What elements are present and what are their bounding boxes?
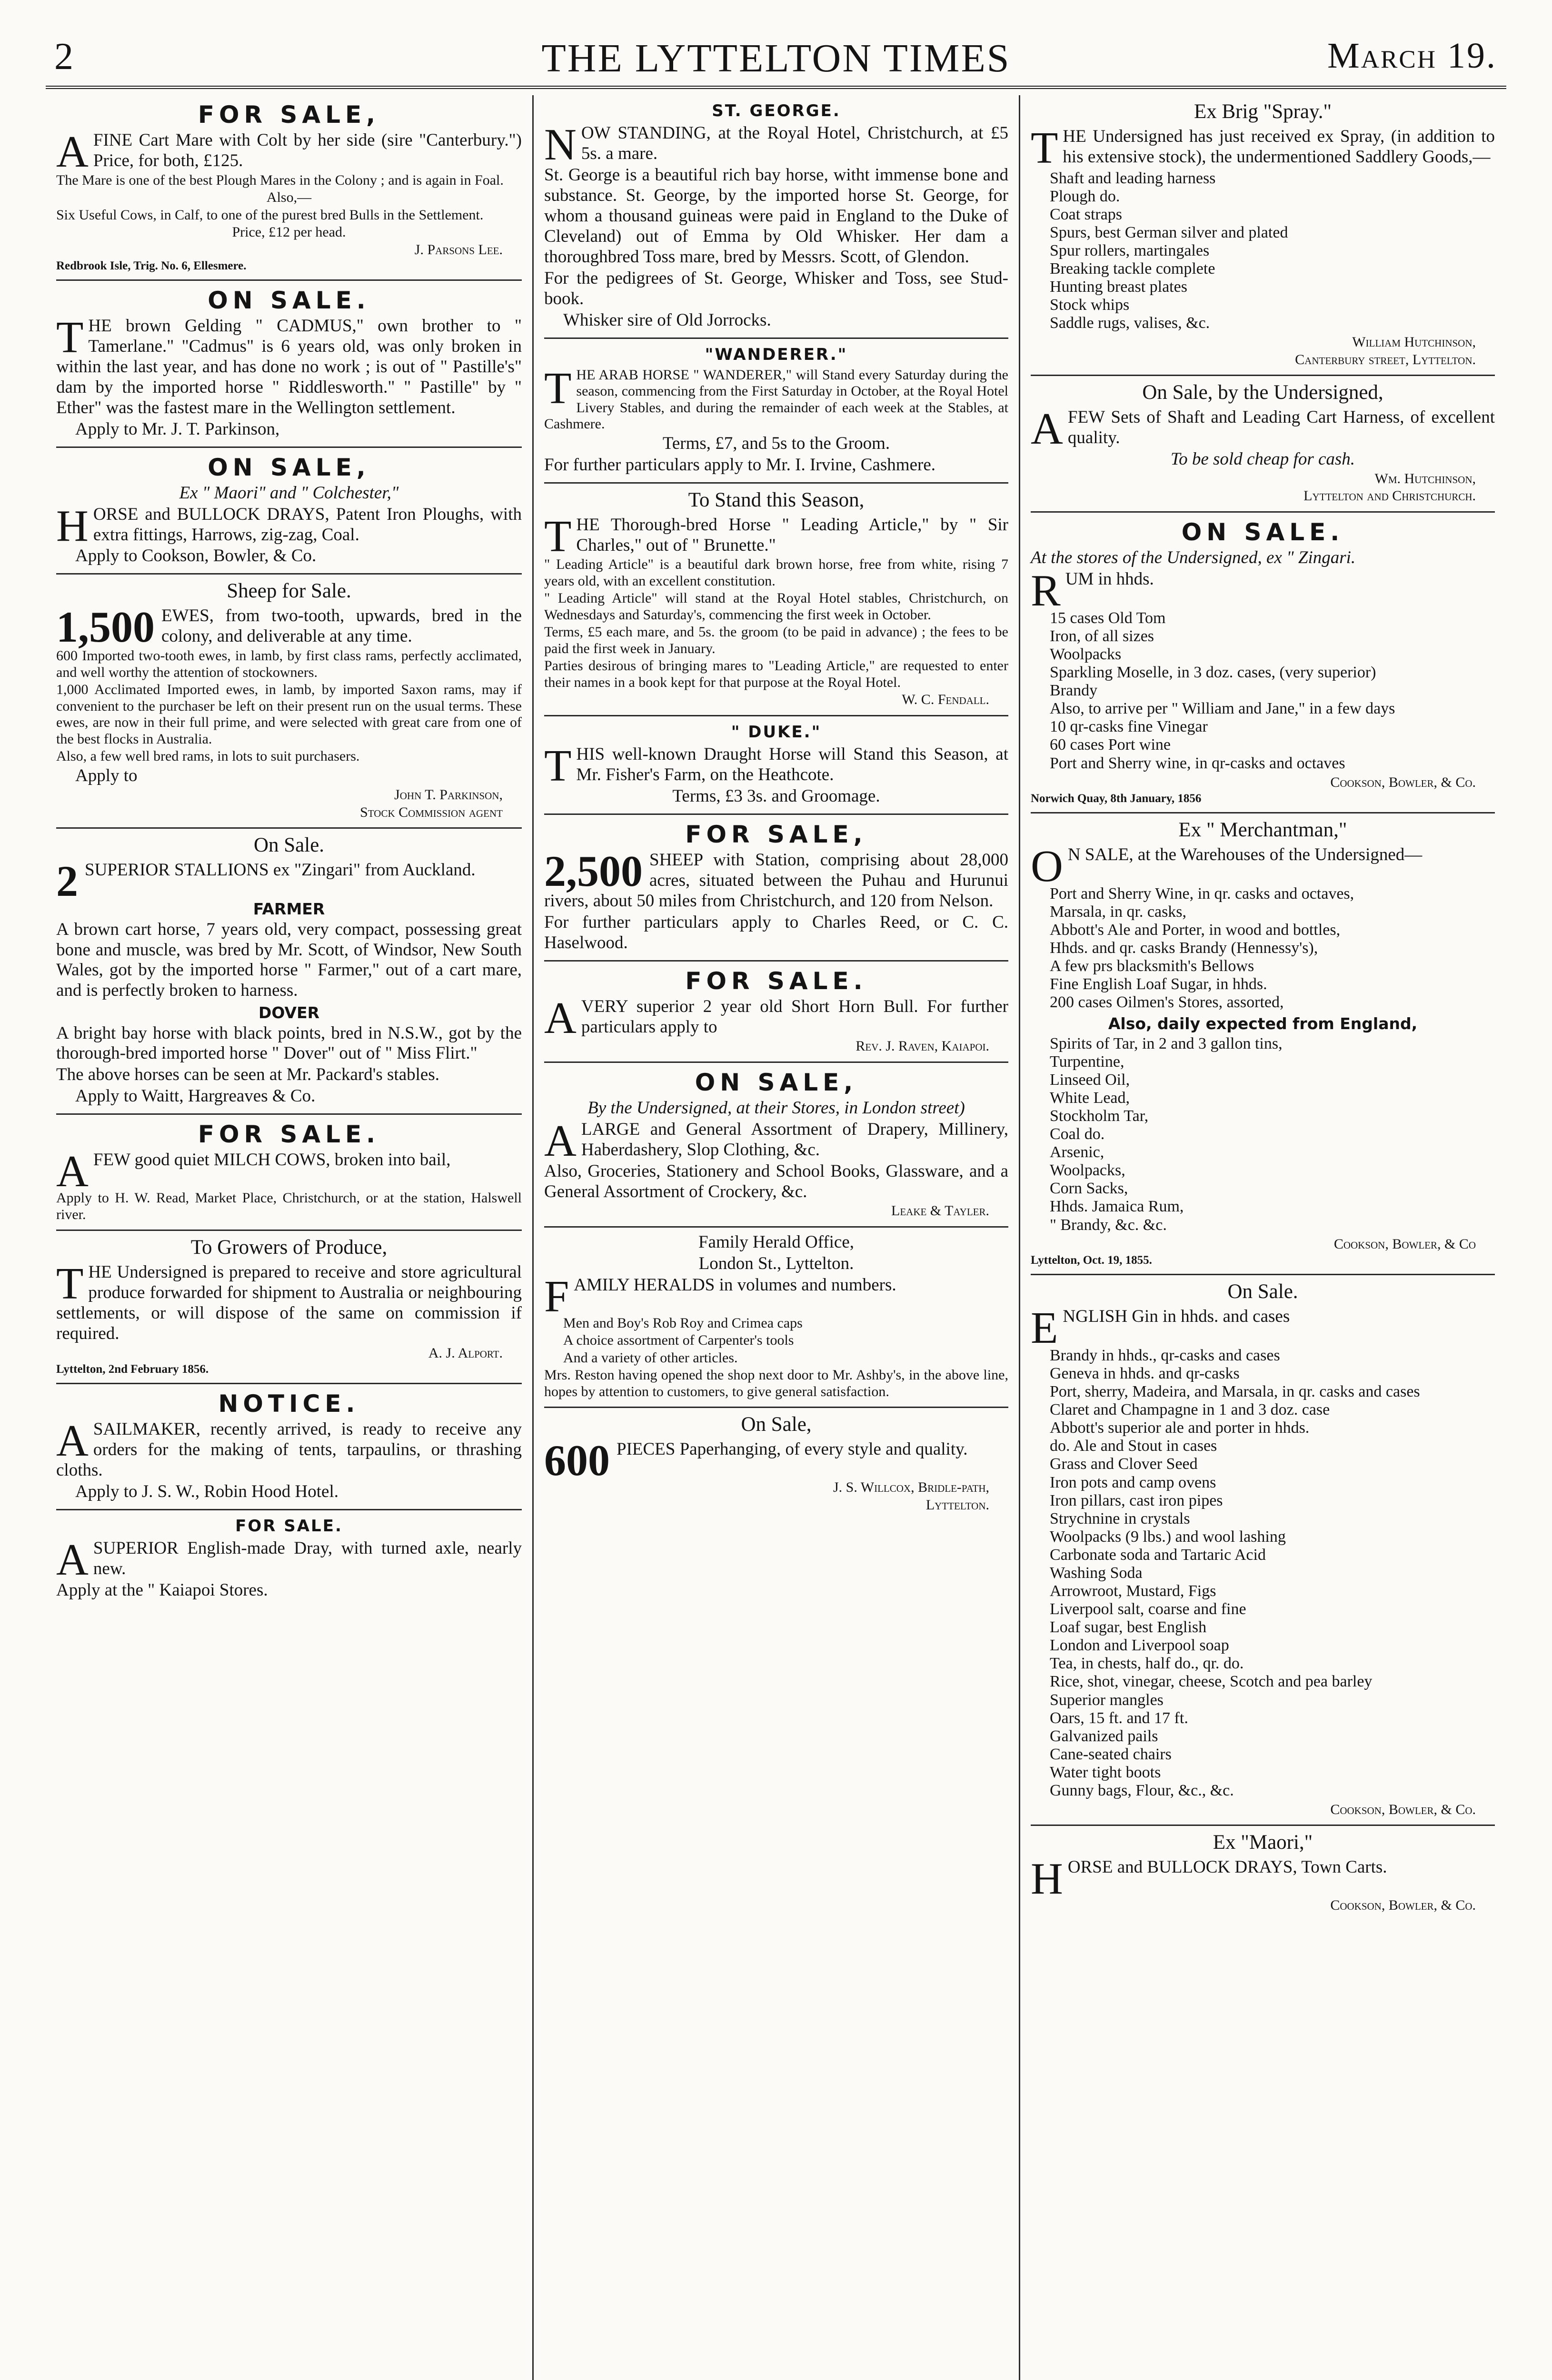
goods-list-item: 200 cases Oilmen's Stores, assorted, (1050, 993, 1284, 1012)
goods-list-item: Iron pillars, cast iron pipes (1050, 1491, 1223, 1509)
ad-paragraph: St. George is a beautiful rich bay horse, witht immense bone and substance. St. George, by the imported horse St. George, for whom a thousand guineas were paid in England to the Duke of Cleveland) out of Emma by Old Whisker. Her dam a thoroughbred Toss mare, bred by Messrs. Scott, of Glendon. (544, 165, 1008, 267)
ad-subhead: At the stores of the Undersigned, ex " Zingari. (1031, 547, 1356, 567)
ad-apply: Apply to Waitt, Hargreaves & Co. (75, 1086, 316, 1106)
ad-lead: HE Undersigned is prepared to receive and store agricultural produce forwarded for shipment to Australia or neighbouring settlements, or will dispose of the same on commission if required. (56, 1262, 522, 1343)
ad-lead: EWES, from two-tooth, upwards, bred in the colony, and deliverable at any time. (161, 606, 522, 646)
goods-list-item: Iron, of all sizes (1050, 627, 1154, 645)
ad-subheading: Also, daily expected from England, (1108, 1014, 1418, 1033)
ad-signature: Cookson, Bowler, & Co. (1330, 774, 1476, 790)
ad-terms: Terms, £7, and 5s to the Groom. (662, 433, 890, 453)
ad-price: Price, £12 per head. (232, 224, 346, 240)
goods-list-item: Washing Soda (1050, 1564, 1143, 1582)
goods-list-item: Fine English Loaf Sugar, in hhds. (1050, 975, 1267, 993)
goods-list-item: Hhds. Jamaica Rum, (1050, 1198, 1184, 1216)
ad-lead: NGLISH Gin in hhds. and cases (1063, 1307, 1290, 1327)
goods-list-item: Woolpacks (9 lbs.) and wool lashing (1050, 1527, 1286, 1546)
ad-sailmaker-notice (56, 1384, 522, 1510)
ad-lead: HE ARAB HORSE " WANDERER," will Stand every Saturday during the season, commencing from the First Saturday in October, at the Royal Hotel Livery Stables, and during the remainder of each week at the Stables, at Cashmere. (544, 367, 1008, 432)
goods-list-item: Hunting breast plates (1050, 278, 1187, 296)
goods-list-item: Sparkling Moselle, in 3 doz. cases, (very superior) (1050, 664, 1376, 682)
ad-milch-cows (56, 1115, 522, 1231)
ad-english-gin (1031, 1275, 1495, 1826)
masthead (46, 29, 1506, 89)
ad-lead: OW STANDING, at the Royal Hotel, Christchurch, at £5 5s. a mare. (581, 123, 1008, 164)
ad-heading: To Growers of Produce, (190, 1236, 388, 1259)
ad-signature: Leake & Tayler. (891, 1203, 989, 1219)
ad-apply: Apply to Mr. J. T. Parkinson, (75, 419, 280, 439)
ad-paragraph: For the pedigrees of St. George, Whisker and Toss, see Stud-book. (544, 268, 1008, 308)
ad-apply: Apply to J. S. W., Robin Hood Hotel. (75, 1481, 338, 1501)
drop-cap: A (56, 1147, 89, 1197)
ad-office-line: London St., Lyttelton. (698, 1253, 854, 1273)
drop-cap: A (56, 1416, 89, 1466)
ad-lead: UM in hhds. (1065, 569, 1154, 589)
ad-drapery (544, 1063, 1008, 1228)
ad-family-herald (544, 1228, 1008, 1408)
ad-signature: Stock Commission agent (360, 804, 503, 820)
ad-subhead: By the Undersigned, at their Stores, in London street) (587, 1098, 965, 1118)
ad-lead: SUPERIOR STALLIONS ex "Zingari" from Auckland. (85, 860, 476, 880)
goods-list (1050, 609, 1495, 773)
ad-paragraph: Mrs. Reston having opened the shop next door to Mr. Ashby's, in the above line, hopes by attention to customers, to give general satisfaction. (544, 1367, 1008, 1399)
ad-dray (56, 1510, 522, 1607)
ad-signature: J. Parsons Lee. (414, 241, 503, 258)
goods-list-item: White Lead, (1050, 1089, 1130, 1107)
ad-lead: N SALE, at the Warehouses of the Undersigned— (1067, 844, 1423, 864)
ad-subhead: Ex " Maori" and " Colchester," (179, 483, 399, 503)
column-2 (532, 95, 1019, 2380)
issue-date: March 19. (1327, 36, 1497, 76)
ad-lead: PIECES Paperhanging, of every style and quality. (617, 1439, 968, 1459)
ad-line: And a variety of other articles. (563, 1349, 738, 1366)
page-number: 2 (54, 36, 73, 78)
goods-list-item: London and Liverpool soap (1050, 1636, 1229, 1655)
drop-cap: O (1031, 841, 1063, 891)
ad-paragraph: " Leading Article" will stand at the Royal Hotel stables, Christchurch, on Wednesdays and Saturday's, commencing the first week in October. (544, 590, 1008, 623)
ad-heading: ON SALE. (1181, 518, 1344, 546)
ad-also: Also,— (266, 189, 312, 206)
big-number: 1,500 (56, 603, 155, 652)
ad-paragraph: Parties desirous of bringing mares to "Leading Article," are requested to enter their names in a book kept for that purpose at the Royal Hotel. (544, 658, 1008, 690)
newspaper-title: THE LYTTELTON TIMES (541, 36, 1011, 80)
ad-merchantman (1031, 813, 1495, 1275)
goods-list (1050, 1035, 1495, 1234)
drop-cap: N (544, 120, 577, 170)
goods-list-item: do. Ale and Stout in cases (1050, 1437, 1217, 1455)
big-number: 2 (56, 857, 78, 906)
ad-heading: FOR SALE. (685, 967, 867, 995)
goods-list-item: Woolpacks, (1050, 1161, 1125, 1180)
goods-list-item: Rice, shot, vinegar, cheese, Scotch and pea barley (1050, 1673, 1373, 1691)
drop-cap: A (56, 1535, 89, 1585)
goods-list-item: Marsala, in qr. casks, (1050, 903, 1187, 921)
goods-list-item: Galvanized pails (1050, 1727, 1158, 1745)
goods-list-item: Liverpool salt, coarse and fine (1050, 1600, 1246, 1618)
ad-st-george (544, 95, 1008, 339)
ad-signature: Canterbury street, Lyttelton. (1295, 351, 1476, 367)
ad-signature: Cookson, Bowler, & Co (1333, 1236, 1476, 1252)
ad-signature: Wm. Hutchinson, (1374, 470, 1476, 486)
ad-signature: Lyttelton. (925, 1497, 989, 1513)
goods-list-item: Loaf sugar, best English (1050, 1618, 1207, 1636)
ad-signature: W. C. Fendall. (902, 692, 989, 708)
goods-list-item: Arsenic, (1050, 1143, 1104, 1161)
ad-paragraph: " Leading Article" is a beautiful dark brown horse, free from white, rising 7 years old, with an excellent constitution. (544, 556, 1008, 589)
ad-lead: SAILMAKER, recently arrived, is ready to receive any orders for the making of tents, tarpaulins, or thrashing cloths. (56, 1419, 522, 1480)
ad-apply: Apply to (75, 765, 138, 785)
drop-cap: A (56, 127, 89, 177)
ad-lead: FINE Cart Mare with Colt by her side (sire "Canterbury.") Price, for both, £125. (93, 130, 522, 170)
ad-heading: FOR SALE. (235, 1516, 343, 1536)
ad-heading: On Sale. (1227, 1280, 1298, 1303)
ad-address: Redbrook Isle, Trig. No. 6, Ellesmere. (56, 259, 247, 273)
columns (46, 95, 1506, 2380)
goods-list-item: Gunny bags, Flour, &c., &c. (1050, 1781, 1234, 1799)
goods-list (1050, 885, 1495, 1012)
drop-cap: R (1031, 565, 1061, 615)
ad-lead: HE Undersigned has just received ex Spray, (in addition to his extensive stock), the undermentioned Saddlery Goods,— (1063, 126, 1495, 167)
drop-cap: T (1031, 123, 1058, 173)
drop-cap: A (1031, 404, 1063, 454)
ad-signature: William Hutchinson, (1352, 334, 1476, 350)
ad-heading: NOTICE. (218, 1390, 360, 1418)
goods-list-item: Port, sherry, Madeira, and Marsala, in qr. casks and cases (1050, 1383, 1420, 1401)
ad-subheading: DOVER (258, 1003, 320, 1022)
goods-list-item: Tea, in chests, half do., qr. do. (1050, 1655, 1244, 1673)
ad-heading: On Sale. (253, 834, 325, 857)
drop-cap: A (544, 993, 577, 1043)
goods-list-item: Port and Sherry wine, in qr-casks and octaves (1050, 754, 1345, 772)
goods-list (1050, 169, 1495, 333)
drop-cap: F (544, 1271, 569, 1321)
ad-heading: FOR SALE. (198, 1121, 380, 1149)
goods-list-item: Also, to arrive per " William and Jane," in a few days (1050, 700, 1395, 718)
ad-address: Lyttelton, Oct. 19, 1855. (1031, 1254, 1152, 1267)
ad-heading: To Stand this Season, (688, 488, 865, 511)
ad-zingari-stores (1031, 513, 1495, 813)
ad-apply: Apply to Cookson, Bowler, & Co. (75, 546, 317, 566)
goods-list-item: Arrowroot, Mustard, Figs (1050, 1582, 1216, 1600)
ad-heading: On Sale, by the Undersigned, (1142, 381, 1383, 404)
ad-paragraph: Whisker sire of Old Jorrocks. (563, 310, 771, 330)
goods-list-item: Plough do. (1050, 187, 1120, 205)
ad-signature: Lyttelton and Christchurch. (1303, 488, 1476, 504)
column-3 (1019, 95, 1505, 2380)
goods-list-item: Coat straps (1050, 205, 1123, 223)
ad-signature: Cookson, Bowler, & Co. (1330, 1801, 1476, 1817)
ad-paragraph: A brown cart horse, 7 years old, very compact, possessing great bone and muscle, was bred by Mr. Scott, of Windsor, New South Wales, got by the imported horse " Farmer," out of a cart mare, and is perfectly broken to harness. (56, 919, 522, 1001)
ad-paragraph: Also, Groceries, Stationery and School Books, Glassware, and a General Assortment of Crockery, &c. (544, 1161, 1008, 1201)
ad-heading: Ex Brig "Spray." (1194, 100, 1332, 123)
ad-paragraph: A bright bay horse with black points, bred in N.S.W., got by the thorough-bred imported horse " Dover" out of " Miss Flirt." (56, 1023, 522, 1063)
ad-paragraph: For further particulars apply to Mr. I. Irvine, Cashmere. (544, 455, 935, 475)
ad-lead: FEW Sets of Shaft and Leading Cart Harness, of excellent quality. (1067, 407, 1495, 448)
big-number: 600 (544, 1436, 610, 1485)
ad-lead: ORSE and BULLOCK DRAYS, Town Carts. (1067, 1857, 1387, 1877)
goods-list-item: A few prs blacksmith's Bellows (1050, 957, 1254, 975)
goods-list-item: 15 cases Old Tom (1050, 609, 1166, 627)
ad-body: Six Useful Cows, in Calf, to one of the purest bred Bulls in the Settlement. (56, 207, 484, 223)
ad-heading: FOR SALE, (198, 101, 380, 129)
goods-list-item: Superior mangles (1050, 1691, 1164, 1709)
ad-line: A choice assortment of Carpenter's tools (563, 1332, 794, 1349)
goods-list-item: Saddle rugs, valises, &c. (1050, 314, 1210, 332)
goods-list-item: Spirits of Tar, in 2 and 3 gallon tins, (1050, 1034, 1283, 1052)
ad-lead: HE Thorough-bred Horse " Leading Article," by " Sir Charles," out of " Brunette." (576, 515, 1008, 555)
goods-list-item: Turpentine, (1050, 1052, 1124, 1071)
goods-list-item: Corn Sacks, (1050, 1180, 1128, 1198)
goods-list-item: Carbonate soda and Tartaric Acid (1050, 1546, 1266, 1564)
goods-list-item: Brandy (1050, 682, 1098, 700)
ad-heading: ON SALE, (208, 453, 370, 481)
ad-lead: SHEEP with Station, comprising about 28,000 acres, situated between the Puhau and Hurunui rivers, about 50 miles from Christchurch, and 120 from Nelson. (544, 850, 1008, 911)
ad-growers-of-produce (56, 1231, 522, 1384)
goods-list-item: Port and Sherry Wine, in qr. casks and octaves, (1050, 884, 1354, 902)
ad-lead: ORSE and BULLOCK DRAYS, Patent Iron Ploughs, with extra fittings, Harrows, zig-zag, Coal. (93, 504, 522, 545)
drop-cap: T (544, 511, 572, 561)
ad-terms: Terms, £3 3s. and Groomage. (672, 786, 880, 806)
ad-duke (544, 716, 1008, 815)
ad-signature: A. J. Alport. (428, 1345, 503, 1361)
ad-leading-article (544, 484, 1008, 716)
goods-list-item: Linseed Oil, (1050, 1071, 1130, 1089)
goods-list-item: 10 qr-casks fine Vinegar (1050, 718, 1208, 736)
ad-heading: Ex " Merchantman," (1178, 819, 1347, 842)
ad-paragraph: Terms, £5 each mare, and 5s. the groom (to be paid in advance) ; the fees to be paid the first week in January. (544, 624, 1008, 656)
goods-list-item: Breaking tackle complete (1050, 260, 1215, 278)
drop-cap: A (544, 1116, 577, 1166)
goods-list-item: Abbott's Ale and Porter, in wood and bottles, (1050, 921, 1341, 939)
goods-list-item: Geneva in hhds. and qr-casks (1050, 1365, 1240, 1383)
ad-lead: LARGE and General Assortment of Drapery, Millinery, Haberdashery, Slop Clothing, &c. (581, 1119, 1008, 1160)
ad-office-line: Family Herald Office, (698, 1232, 855, 1252)
goods-list-item: Hhds. and qr. casks Brandy (Hennessy's), (1050, 939, 1318, 957)
ad-saddlery (1031, 95, 1495, 376)
ad-lead: SUPERIOR English-made Dray, with turned axle, nearly new. (93, 1538, 522, 1579)
ad-lead: VERY superior 2 year old Short Horn Bull. For further particulars apply to (581, 996, 1008, 1037)
big-number: 2,500 (544, 847, 643, 896)
ad-body: Apply to H. W. Read, Market Place, Christchurch, or at the station, Halswell river. (56, 1190, 522, 1222)
goods-list-item: Brandy in hhds., qr-casks and cases (1050, 1347, 1280, 1365)
ad-paperhanging (544, 1408, 1008, 1520)
goods-list (1050, 1347, 1495, 1800)
goods-list-item: Shaft and leading harness (1050, 169, 1216, 187)
goods-list-item: Water tight boots (1050, 1763, 1161, 1781)
ad-maori-drays (1031, 1826, 1495, 1920)
goods-list-item: 60 cases Port wine (1050, 736, 1171, 754)
goods-list-item: Woolpacks (1050, 645, 1122, 664)
ad-heading: "WANDERER." (705, 345, 848, 364)
ad-paragraph: 600 Imported two-tooth ewes, in lamb, by first class rams, perfectly acclimated, and well worthy the attention of stockowners. (56, 648, 522, 680)
drop-cap: H (1031, 1854, 1063, 1904)
ad-short-horn-bull (544, 962, 1008, 1063)
goods-list-item: Iron pots and camp ovens (1050, 1473, 1216, 1491)
ad-heading: On Sale, (741, 1413, 812, 1436)
ad-heading: ST. GEORGE. (712, 101, 841, 120)
drop-cap: T (544, 741, 572, 791)
drop-cap: T (56, 313, 84, 363)
ad-cadmus (56, 281, 522, 447)
ad-harness (1031, 376, 1495, 513)
ad-drays (56, 448, 522, 575)
ad-note: To be sold cheap for cash. (1170, 449, 1355, 469)
ad-stallions (56, 829, 522, 1115)
ad-sheep-station (544, 815, 1008, 962)
ad-signature: John T. Parkinson, (394, 787, 503, 803)
ad-heading: Sheep for Sale. (227, 580, 351, 603)
goods-list-item: Spur rollers, martingales (1050, 242, 1210, 259)
ad-heading: ON SALE, (695, 1068, 858, 1096)
ad-wanderer (544, 339, 1008, 484)
drop-cap: H (56, 501, 89, 551)
goods-list-item: Cane-seated chairs (1050, 1745, 1172, 1763)
goods-list-item: Abbott's superior ale and porter in hhds. (1050, 1419, 1310, 1437)
ad-paragraph: For further particulars apply to Charles Reed, or C. C. Haselwood. (544, 912, 1008, 952)
goods-list-item: Strychnine in crystals (1050, 1509, 1190, 1527)
drop-cap: E (1031, 1303, 1058, 1353)
ad-body: The Mare is one of the best Plough Mares in the Colony ; and is again in Foal. (56, 172, 504, 188)
ad-heading: Ex "Maori," (1213, 1831, 1313, 1854)
ad-lead: AMILY HERALDS in volumes and numbers. (574, 1275, 896, 1295)
ad-lead: HE brown Gelding " CADMUS," own brother to " Tamerlane." "Cadmus" is 6 years old, was only broken in within the last year, and has done no work ; is out of " Pastille's" dam by the imported horse " Riddlesworth." " Pastille" by " Ether" was the fastest mare in the Wellington settlement. (56, 316, 522, 417)
ad-signature: J. S. Willcox, Bridle-path, (833, 1479, 989, 1496)
goods-list-item: Oars, 15 ft. and 17 ft. (1050, 1709, 1188, 1727)
ad-heading: ON SALE. (208, 287, 370, 315)
ad-address: Lyttelton, 2nd February 1856. (56, 1363, 209, 1376)
ad-paragraph: 1,000 Acclimated Imported ewes, in lamb, by imported Saxon rams, may if convenient to the purchaser be left on their present run on the usual terms. These ewes, are now in their full prime, and were selected with great care from one of the best flocks in Australia. (56, 682, 522, 747)
ad-line: Men and Boy's Rob Roy and Crimea caps (563, 1315, 803, 1331)
goods-list-item: Stockholm Tar, (1050, 1107, 1149, 1125)
drop-cap: T (56, 1259, 84, 1309)
ad-sheep-for-sale (56, 575, 522, 829)
ad-heading: " DUKE." (731, 722, 822, 742)
goods-list-item: Spurs, best German silver and plated (1050, 223, 1288, 241)
ad-apply: Apply at the " Kaiapoi Stores. (56, 1580, 268, 1600)
ad-lead: FEW good quiet MILCH COWS, broken into bail, (93, 1150, 451, 1170)
ad-cart-mare (56, 95, 522, 281)
ad-signature: Rev. J. Raven, Kaiapoi. (856, 1038, 989, 1054)
ad-paragraph: Also, a few well bred rams, in lots to suit purchasers. (56, 748, 360, 764)
ad-heading: FOR SALE, (685, 821, 867, 849)
goods-list-item: Claret and Champagne in 1 and 3 doz. case (1050, 1401, 1330, 1419)
goods-list-item: " Brandy, &c. &c. (1050, 1216, 1167, 1234)
goods-list-item: Coal do. (1050, 1125, 1105, 1143)
goods-list-item: Stock whips (1050, 296, 1130, 314)
ad-address: Norwich Quay, 8th January, 1856 (1031, 792, 1202, 805)
ad-signature: Cookson, Bowler, & Co. (1330, 1897, 1476, 1914)
ad-paragraph: The above horses can be seen at Mr. Packard's stables. (56, 1065, 439, 1085)
drop-cap: T (544, 363, 572, 413)
goods-list-item: Grass and Clover Seed (1050, 1455, 1198, 1473)
ad-subheading: FARMER (253, 900, 325, 919)
ad-lead: HIS well-known Draught Horse will Stand this Season, at Mr. Fisher's Farm, on the Heathcote. (576, 744, 1008, 785)
column-1 (46, 95, 532, 2380)
